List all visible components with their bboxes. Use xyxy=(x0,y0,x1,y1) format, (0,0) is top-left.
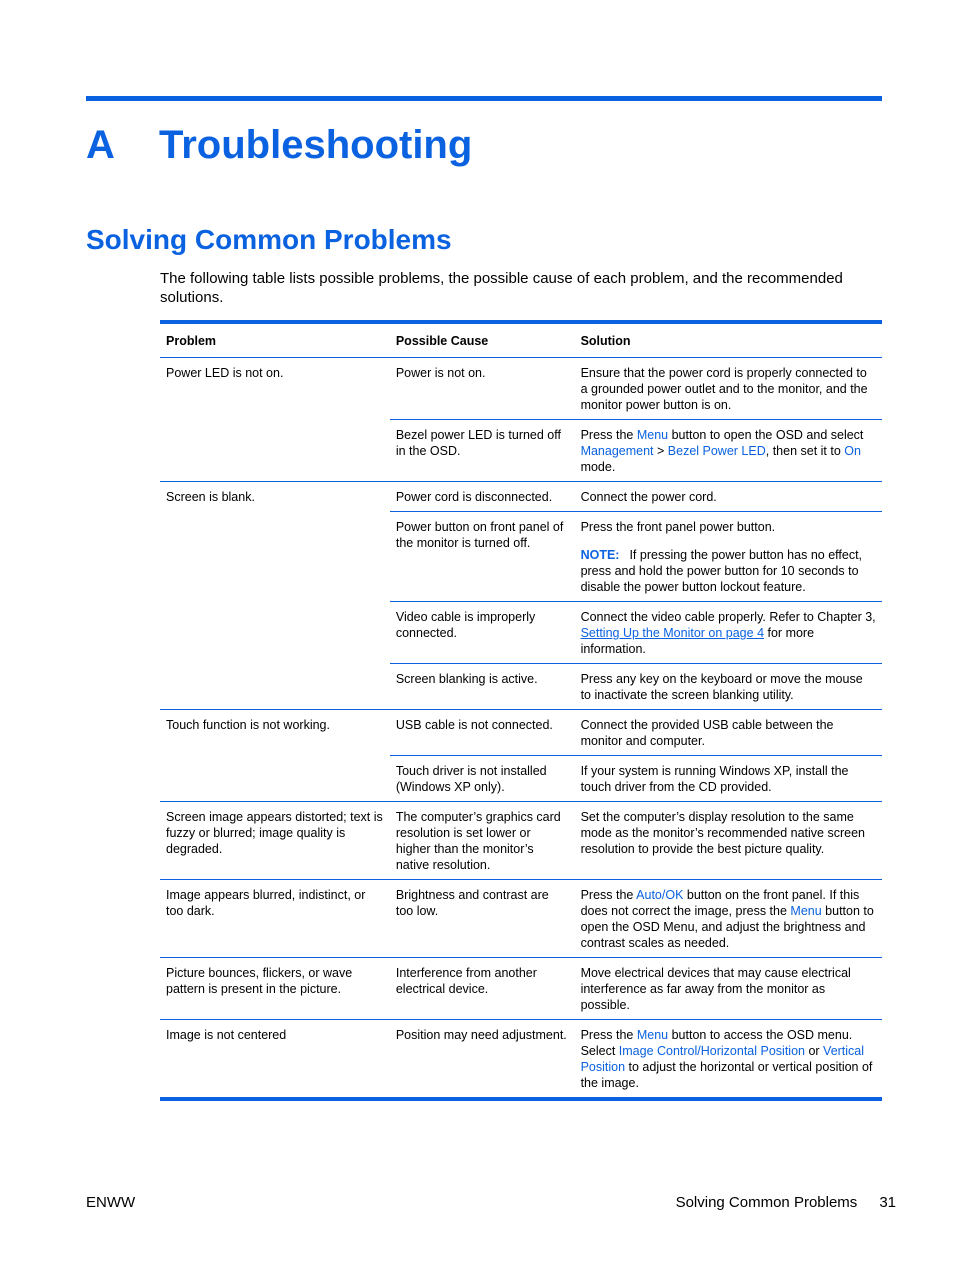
solution-segment: button on the front panel. If this does not correct the image, press the xyxy=(580,888,860,918)
header-solution: Solution xyxy=(575,322,882,358)
solution-segment: Connect the provided USB cable between the monitor and computer. xyxy=(580,718,834,748)
solution-cell xyxy=(575,958,882,1020)
table-row xyxy=(160,880,882,958)
cross-reference-link[interactable]: Setting Up the Monitor on page 4 xyxy=(580,626,765,640)
cause-cell: Power button on front panel of the monitor is turned off. xyxy=(390,512,575,602)
footer-right xyxy=(676,1194,896,1212)
solution-text xyxy=(581,519,876,535)
page-number: 31 xyxy=(879,1194,896,1211)
cause-cell: Position may need adjustment. xyxy=(390,1020,575,1100)
table-header-row xyxy=(160,322,882,358)
cause-cell: Bezel power LED is turned off in the OSD. xyxy=(390,420,575,482)
menu-term: Vertical Position xyxy=(580,1044,865,1074)
solution-text xyxy=(581,489,876,505)
footer-left: ENWW xyxy=(86,1194,136,1211)
solution-segment: If your system is running Windows XP, install the touch driver from the CD provided. xyxy=(580,764,849,794)
solution-cell xyxy=(575,602,882,664)
solution-segment: mode. xyxy=(580,460,616,474)
solution-text xyxy=(581,763,876,795)
cause-cell: Touch driver is not installed (Windows XP only). xyxy=(390,756,575,802)
solution-cell xyxy=(575,664,882,710)
table-row xyxy=(160,802,882,880)
solution-text xyxy=(581,427,876,475)
troubleshooting-table xyxy=(160,320,882,1101)
solution-cell xyxy=(575,512,882,602)
cause-cell: Screen blanking is active. xyxy=(390,664,575,710)
solution-cell xyxy=(575,1020,882,1100)
note-text: If pressing the power button has no effect, press and hold the power button for 10 seconds to disable the power button lockout feature. xyxy=(580,548,863,594)
problem-cell: Image appears blurred, indistinct, or too dark. xyxy=(160,880,390,958)
header-problem: Problem xyxy=(160,322,390,358)
solution-segment: for more information. xyxy=(580,626,815,656)
problem-cell: Power LED is not on. xyxy=(160,358,390,482)
solution-text xyxy=(581,609,876,657)
solution-segment: or xyxy=(804,1044,824,1058)
solution-segment: button to access the OSD menu. Select xyxy=(580,1028,853,1058)
solution-cell xyxy=(575,420,882,482)
menu-term: On xyxy=(844,444,861,458)
section-title: Solving Common Problems xyxy=(86,224,452,255)
chapter-rule xyxy=(86,96,882,101)
solution-segment: button to open the OSD Menu, and adjust the brightness and contrast scales as needed. xyxy=(580,904,874,950)
note-block xyxy=(581,547,876,595)
problem-cell: Screen is blank. xyxy=(160,482,390,710)
intro-paragraph: The following table lists possible problems, the possible cause of each problem, and the recommended solutions. xyxy=(160,270,843,306)
table-row xyxy=(160,958,882,1020)
solution-text xyxy=(581,809,876,857)
solution-text xyxy=(581,1027,876,1091)
solution-segment: Ensure that the power cord is properly connected to a grounded power outlet and to the monitor, and the monitor power button is on. xyxy=(580,366,868,412)
solution-cell xyxy=(575,358,882,420)
table-row xyxy=(160,358,882,420)
note-label: NOTE: xyxy=(580,548,620,562)
solution-text xyxy=(581,887,876,951)
solution-segment: Press any key on the keyboard or move the mouse to inactivate the screen blanking utility. xyxy=(580,672,863,702)
solution-cell xyxy=(575,756,882,802)
solution-cell xyxy=(575,482,882,512)
problem-cell: Touch function is not working. xyxy=(160,710,390,802)
table-body xyxy=(160,358,882,1100)
chapter-letter: A xyxy=(86,123,115,167)
menu-term: Menu xyxy=(636,428,669,442)
table-row xyxy=(160,710,882,756)
solution-segment: Press the xyxy=(580,428,637,442)
solution-segment: button to open the OSD and select xyxy=(668,428,864,442)
cause-cell: Video cable is improperly connected. xyxy=(390,602,575,664)
chapter-title: Troubleshooting xyxy=(159,123,473,167)
solution-segment: Connect the power cord. xyxy=(580,490,717,504)
solution-text xyxy=(581,717,876,749)
footer-section: Solving Common Problems xyxy=(675,1194,858,1211)
solution-segment: Connect the video cable properly. Refer to Chapter 3, xyxy=(580,610,876,624)
solution-segment: Move electrical devices that may cause electrical interference as far away from the monitor as possible. xyxy=(580,966,851,1012)
problem-cell: Screen image appears distorted; text is fuzzy or blurred; image quality is degraded. xyxy=(160,802,390,880)
solution-segment: Set the computer’s display resolution to the same mode as the monitor’s recommended native screen resolution to provide the best picture quality. xyxy=(580,810,865,856)
solution-segment: Press the xyxy=(580,888,637,902)
cause-cell: Interference from another electrical device. xyxy=(390,958,575,1020)
solution-segment: Press the xyxy=(580,1028,637,1042)
solution-cell xyxy=(575,880,882,958)
solution-segment: , then set it to xyxy=(765,444,845,458)
cause-cell: Power is not on. xyxy=(390,358,575,420)
menu-term: Management xyxy=(580,444,654,458)
solution-text xyxy=(581,365,876,413)
solution-segment: > xyxy=(653,444,668,458)
menu-term: Auto/OK xyxy=(636,888,684,902)
chapter-heading xyxy=(86,120,472,170)
cause-cell: USB cable is not connected. xyxy=(390,710,575,756)
solution-text xyxy=(581,965,876,1013)
solution-cell xyxy=(575,710,882,756)
header-cause: Possible Cause xyxy=(390,322,575,358)
menu-term: Menu xyxy=(790,904,822,918)
cause-cell: Brightness and contrast are too low. xyxy=(390,880,575,958)
table-row xyxy=(160,1020,882,1100)
table-row xyxy=(160,482,882,512)
cause-cell: Power cord is disconnected. xyxy=(390,482,575,512)
menu-term: Bezel Power LED xyxy=(667,444,766,458)
cause-cell: The computer’s graphics card resolution is set lower or higher than the monitor’s native resolution. xyxy=(390,802,575,880)
problem-cell: Picture bounces, flickers, or wave pattern is present in the picture. xyxy=(160,958,390,1020)
solution-text xyxy=(581,671,876,703)
solution-segment: to adjust the horizontal or vertical position of the image. xyxy=(580,1060,873,1090)
menu-term: Menu xyxy=(636,1028,669,1042)
solution-cell xyxy=(575,802,882,880)
menu-term: Image Control/Horizontal Position xyxy=(618,1044,805,1058)
problem-cell: Image is not centered xyxy=(160,1020,390,1100)
solution-segment: Press the front panel power button. xyxy=(580,520,776,534)
